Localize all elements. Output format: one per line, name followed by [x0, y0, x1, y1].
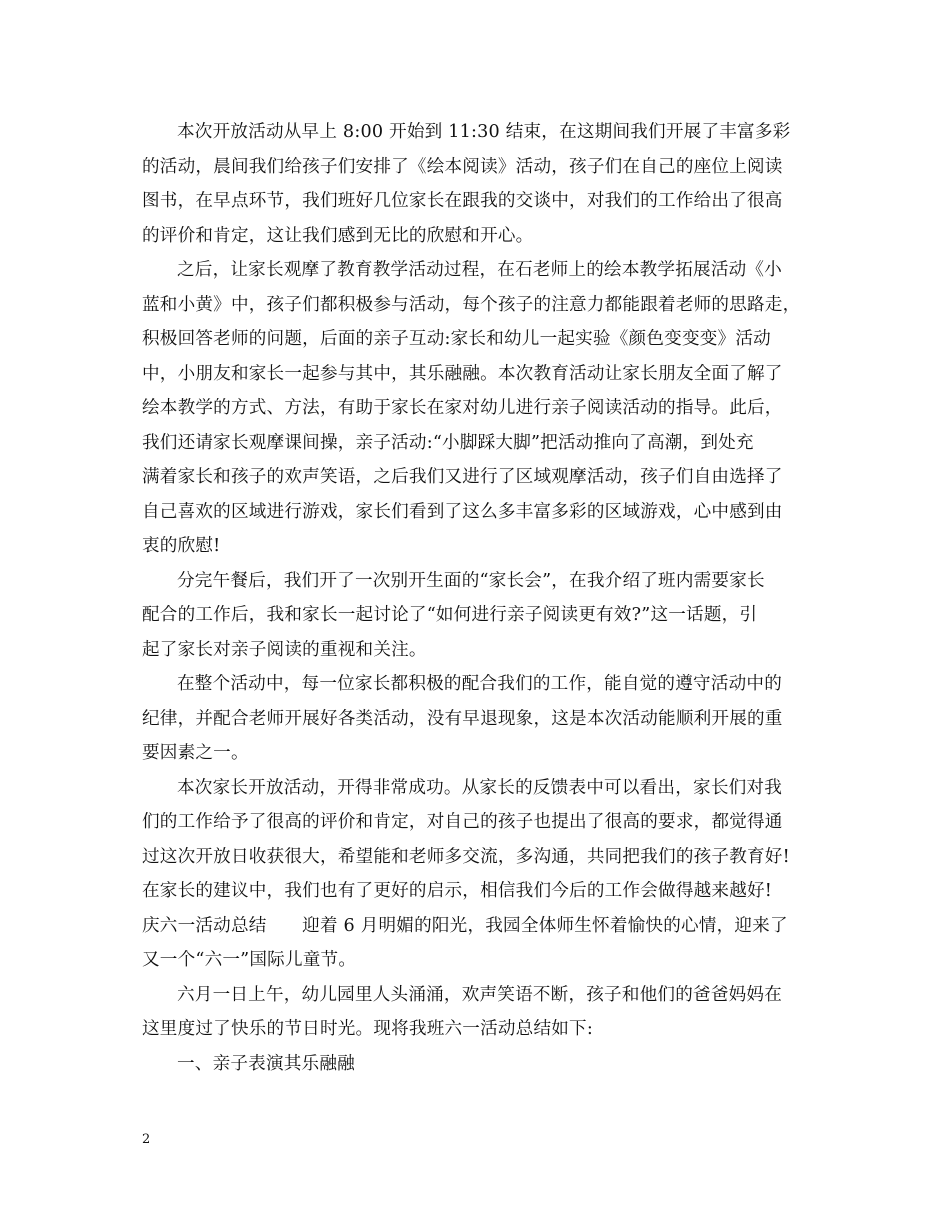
text-line: 这里度过了快乐的节日时光。现将我班六一活动总结如下:	[142, 1019, 593, 1039]
text-line: 要因素之一。	[142, 743, 249, 763]
text-line: 纪律，并配合老师开展好各类活动，没有早退现象，这是本次活动能顺利开展的重	[142, 708, 783, 729]
text-line: 过这次开放日收获很大，希望能和老师多交流，多沟通，共同把我们的孩子教育好!	[142, 846, 790, 867]
page-number: 2	[142, 1132, 151, 1147]
text-line: 中，小朋友和家长一起参与其中，其乐融融。本次教育活动让家长朋友全面了解了	[142, 363, 783, 384]
text-line: 分完午餐后，我们开了一次别开生面的“家长会”，在我介绍了班内需要家长	[177, 570, 765, 591]
text-line: 起了家长对亲子阅读的重视和关注。	[142, 639, 427, 660]
text-line: 蓝和小黄》中，孩子们都积极参与活动，每个孩子的注意力都能跟着老师的思路走，	[142, 294, 801, 315]
text-line: 们的工作给予了很高的评价和肯定，对自己的孩子也提出了很高的要求，都觉得通	[142, 812, 783, 832]
text-line: 本次开放活动从早上 8:00 开始到 11:30 结束，在这期间我们开展了丰富多彩	[177, 122, 791, 142]
text-line: 本次家长开放活动，开得非常成功。从家长的反馈表中可以看出，家长们对我	[177, 777, 782, 798]
text-line: 自己喜欢的区域进行游戏，家长们看到了这么多丰富多彩的区域游戏，心中感到由	[142, 501, 783, 522]
text-line: 又一个“六一”国际儿童节。	[142, 950, 357, 970]
text-line: 配合的工作后，我和家长一起讨论了“如何进行亲子阅读更有效?”这一话题，引	[142, 605, 758, 625]
text-line: 绘本教学的方式、方法，有助于家长在家对幼儿进行亲子阅读活动的指导。此后，	[142, 398, 783, 418]
text-line: 的活动，晨间我们给孩子们安排了《绘本阅读》活动，孩子们在自己的座位上阅读	[142, 156, 783, 177]
text-line: 我们还请家长观摩课间操，亲子活动:“小脚踩大脚”把活动推向了高潮，到处充	[142, 432, 754, 453]
text-line: 在家长的建议中，我们也有了更好的启示，相信我们今后的工作会做得越来越好!	[142, 881, 773, 901]
text-line: 庆六一活动总结 迎着 6 月明媚的阳光，我园全体师生怀着愉快的心情，迎来了	[142, 915, 788, 936]
text-line: 满着家长和孩子的欢声笑语，之后我们又进行了区域观摩活动，孩子们自由选择了	[142, 467, 783, 487]
text-line: 六月一日上午，幼儿园里人头涌涌，欢声笑语不断，孩子和他们的爸爸妈妈在	[177, 984, 782, 1005]
text-line: 之后，让家长观摩了教育教学活动过程，在石老师上的绘本教学拓展活动《小	[177, 260, 782, 280]
text-line: 在整个活动中，每一位家长都积极的配合我们的工作，能自觉的遵守活动中的	[177, 674, 782, 694]
text-line: 图书，在早点环节，我们班好几位家长在跟我的交谈中，对我们的工作给出了很高	[142, 191, 783, 211]
text-line: 的评价和肯定，这让我们感到无比的欣慰和开心。	[142, 225, 534, 246]
text-line: 积极回答老师的问题，后面的亲子互动:家长和幼儿一起实验《颜色变变变》活动	[142, 329, 771, 349]
document-body	[142, 115, 822, 1081]
text-line: 衷的欣慰!	[142, 536, 221, 556]
section-heading: 一、亲子表演其乐融融	[177, 1053, 355, 1074]
